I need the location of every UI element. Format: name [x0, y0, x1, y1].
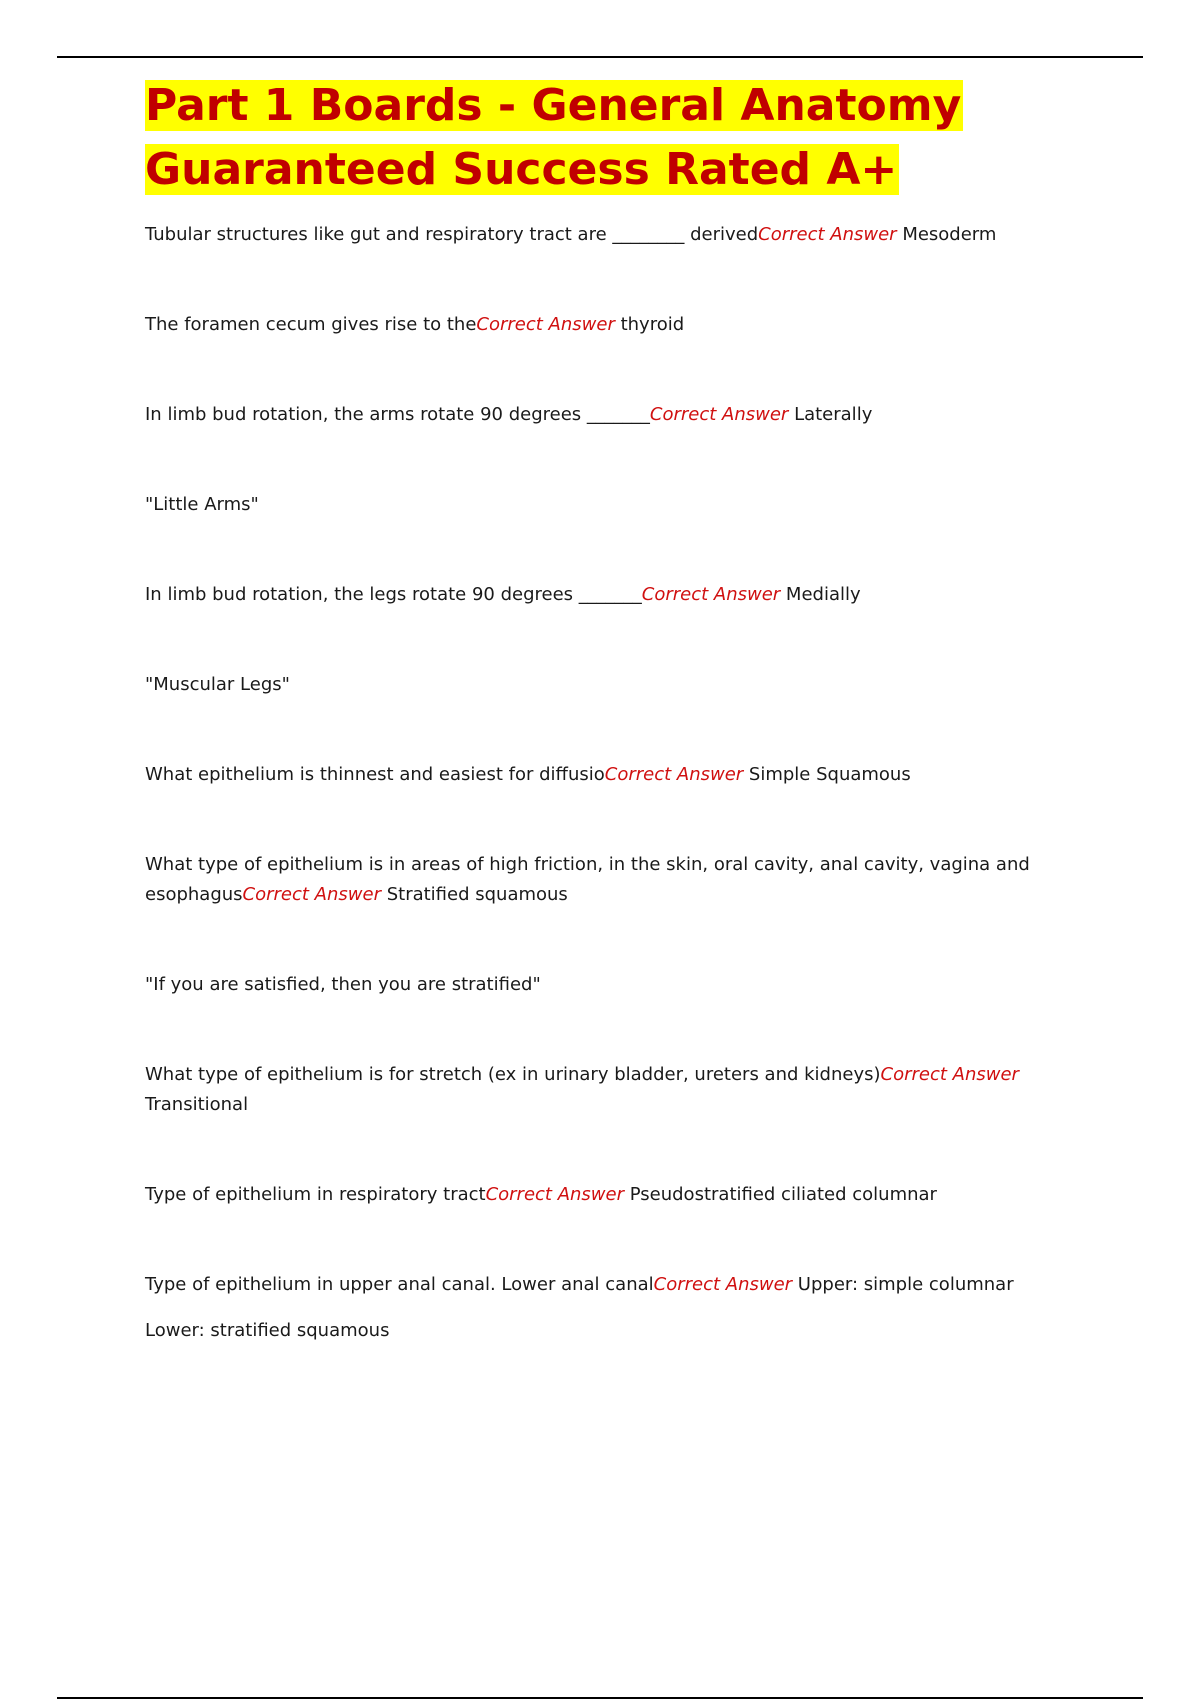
correct-answer-marker: Correct Answer [485, 1184, 625, 1205]
answer-text: Medially [780, 584, 861, 605]
answer-text: Pseudostratified ciliated columnar [624, 1184, 937, 1205]
document-title [145, 74, 1045, 202]
qa-entry [145, 220, 1045, 250]
qa-entry [145, 1180, 1045, 1210]
top-rule [57, 56, 1143, 58]
answer-text: thyroid [614, 314, 685, 335]
title-line-2: Guaranteed Success Rated A+ [145, 144, 898, 195]
correct-answer-marker: Correct Answer [880, 1064, 1019, 1085]
qa-entry [145, 1060, 1045, 1120]
qa-entry [145, 400, 1045, 430]
mnemonic-note: "Muscular Legs" [145, 674, 290, 695]
answer-continuation: Lower: stratified squamous [145, 1320, 390, 1341]
question-text: In limb bud rotation, the legs rotate 90 degrees _______ [145, 584, 642, 605]
qa-entry [145, 580, 1045, 610]
answer-text: Transitional [145, 1094, 249, 1115]
qa-list [145, 220, 1045, 1346]
bottom-rule [57, 1697, 1143, 1699]
mnemonic-note: "If you are satisfied, then you are stratified" [145, 974, 541, 995]
question-text: Type of epithelium in upper anal canal. Lower anal canal [145, 1274, 654, 1295]
question-text: In limb bud rotation, the arms rotate 90 degrees _______ [145, 404, 650, 425]
question-text: What epithelium is thinnest and easiest for diffusio [145, 764, 605, 785]
qa-entry [145, 310, 1045, 340]
answer-text: Upper: simple columnar [792, 1274, 1014, 1295]
document-body [145, 74, 1045, 1346]
answer-text: Simple Squamous [743, 764, 911, 785]
correct-answer-marker: Correct Answer [649, 404, 789, 425]
qa-entry [145, 1270, 1045, 1300]
title-line-1: Part 1 Boards - General Anatomy [145, 80, 962, 131]
correct-answer-marker: Correct Answer [758, 224, 897, 245]
question-text: The foramen cecum gives rise to the [145, 314, 477, 335]
correct-answer-marker: Correct Answer [641, 584, 781, 605]
question-text: What type of epithelium is in areas of high friction, in the skin, oral cavity, anal cavity, vagina and esophagus [145, 854, 1030, 905]
correct-answer-marker: Correct Answer [653, 1274, 793, 1295]
correct-answer-marker: Correct Answer [242, 884, 381, 905]
mnemonic-note: "Little Arms" [145, 494, 259, 515]
qa-entry [145, 760, 1045, 790]
question-text: Tubular structures like gut and respiratory tract are ________ derived [145, 224, 759, 245]
question-text: What type of epithelium is for stretch (ex in urinary bladder, ureters and kidneys) [145, 1064, 881, 1085]
qa-entry [145, 850, 1045, 910]
answer-text: Stratified squamous [380, 884, 568, 905]
correct-answer-marker: Correct Answer [604, 764, 744, 785]
question-text: Type of epithelium in respiratory tract [145, 1184, 486, 1205]
correct-answer-marker: Correct Answer [476, 314, 615, 335]
answer-text: Laterally [788, 404, 873, 425]
answer-text: Mesoderm [896, 224, 997, 245]
